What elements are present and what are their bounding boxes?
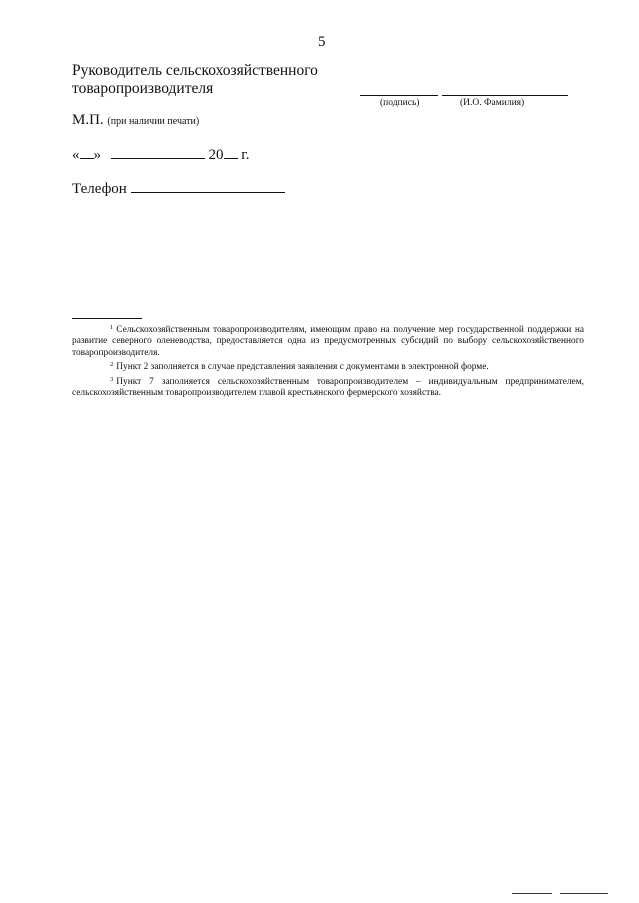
footnote-text: Пункт 2 заполняется в случае представления заявления с документами в электронной форме. — [116, 362, 489, 373]
head-title-line-2: товаропроизводителя — [72, 80, 214, 97]
footnote-marker: 2 — [110, 361, 114, 369]
date-close-quote: » — [93, 147, 101, 163]
date-open-quote: « — [72, 147, 80, 163]
page-number: 5 — [318, 34, 326, 50]
footnote — [72, 359, 584, 373]
signature-line — [360, 95, 438, 96]
bottom-rule-left — [512, 893, 552, 894]
day-blank — [80, 146, 94, 159]
phone-label: Телефон — [72, 181, 127, 197]
footnote-text: Сельскохозяйственным товаропроизводителям, имеющим право на получение мер государственной поддержки на развитие северного оленеводства, предоставляется одна из предусмотренных субсидий по выбору сельскохозяйственного товаропроизводителя. — [72, 325, 584, 358]
year-blank — [224, 146, 238, 159]
footnote — [72, 322, 584, 359]
footnotes — [72, 322, 584, 399]
footnote-marker: 1 — [110, 324, 114, 331]
date-field — [72, 146, 249, 164]
footnote — [72, 374, 584, 400]
seal-block — [72, 112, 199, 129]
head-title-line-1: Руководитель сельскохозяйственного — [72, 62, 318, 79]
footnote-text: Пункт 7 заполняется сельскохозяйственным товаропроизводителем – индивидуальным предпринимателем, сельскохозяйственным товаропроизводителем главой крестьянского фермерского хозяйства. — [72, 376, 584, 399]
month-blank — [111, 146, 205, 159]
seal-note: (при наличии печати) — [107, 116, 200, 127]
year-prefix: 20 — [208, 147, 224, 163]
seal-label: М.П. — [72, 112, 104, 128]
year-suffix: г. — [241, 147, 250, 163]
footnote-marker: 3 — [110, 375, 114, 383]
full-name-caption: (И.О. Фамилия) — [460, 98, 525, 108]
bottom-rule-right — [560, 893, 608, 894]
footnote-divider — [72, 318, 142, 319]
full-name-line — [442, 95, 568, 96]
phone-blank — [131, 180, 285, 193]
signature-caption: (подпись) — [380, 98, 420, 108]
phone-field — [72, 180, 285, 198]
